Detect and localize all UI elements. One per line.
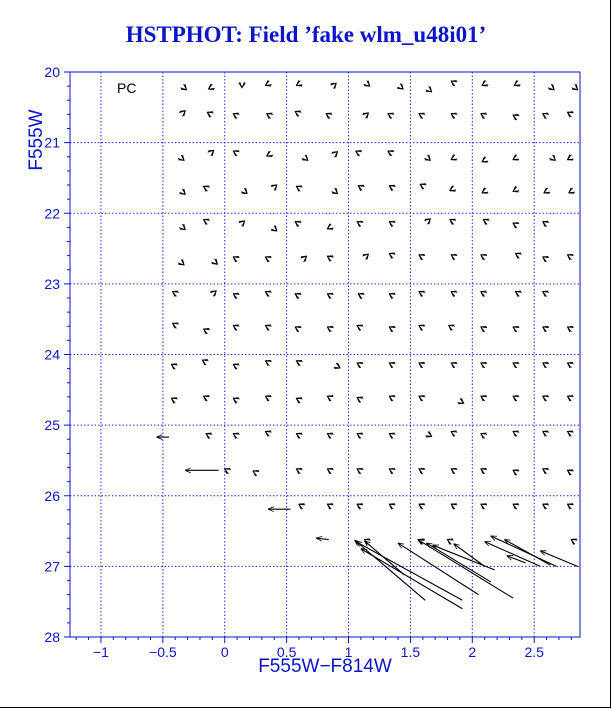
- y-tick-label: 25: [44, 417, 60, 434]
- axis-ticks: [64, 72, 571, 643]
- y-tick-label: 20: [44, 64, 60, 80]
- x-tick-label: 1.5: [400, 644, 421, 660]
- x-tick-label: −0.5: [149, 644, 177, 660]
- y-tick-label: 24: [44, 346, 60, 363]
- vector-arrow: [540, 551, 577, 567]
- y-tick-label: 21: [44, 134, 60, 151]
- x-tick-label: 2.5: [524, 644, 544, 660]
- x-tick-label: 0.5: [276, 644, 297, 660]
- y-tick-label: 22: [44, 205, 60, 222]
- y-tick-label: 23: [44, 275, 60, 292]
- vector-arrow: [355, 540, 426, 600]
- x-tick-label: 0: [220, 644, 229, 660]
- vector-arrow: [485, 542, 541, 567]
- y-tick-label: 27: [44, 558, 60, 575]
- x-tick-label: −1: [92, 644, 109, 660]
- grid-lines: [70, 72, 580, 637]
- vector-arrow: [365, 541, 405, 575]
- y-axis-label: F555W: [26, 109, 47, 171]
- x-tick-label: 2: [468, 644, 477, 660]
- x-tick-label: 1: [344, 644, 353, 660]
- chart-title: HSTPHOT: Field ’fake wlm_u48i01’: [125, 22, 487, 47]
- plot-border: [70, 72, 580, 637]
- displacement-vectors: [157, 81, 578, 609]
- vector-arrow: [316, 538, 328, 539]
- vector-arrow: [427, 543, 491, 582]
- vector-arrow: [507, 556, 526, 563]
- y-tick-label: 26: [44, 487, 60, 504]
- panel-label: PC: [117, 80, 137, 96]
- x-axis-label: F555W−F814W: [258, 656, 392, 677]
- y-tick-label: 28: [44, 629, 60, 645]
